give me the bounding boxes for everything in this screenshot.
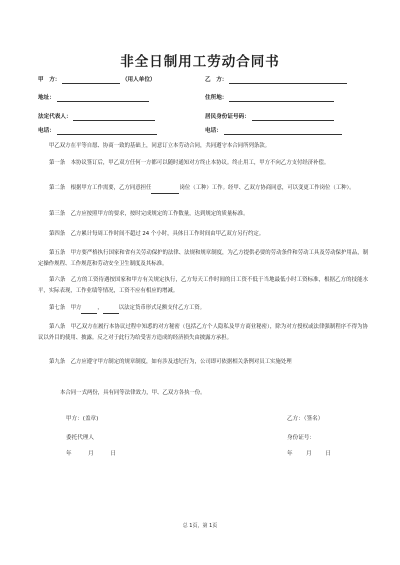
- article-7-blank-2[interactable]: [103, 307, 119, 314]
- legal-rep-blank[interactable]: [73, 114, 155, 121]
- article-7-pre: 第七条 甲方: [49, 305, 82, 311]
- party-a-phone-blank[interactable]: [57, 128, 157, 135]
- article-9: 第九条 乙方应遵守甲方制定的规章制度，如有涉及违纪行为，公司即可依据相关条例对员工实施处理: [49, 359, 292, 365]
- party-b-row: [205, 77, 347, 84]
- party-a-unit-note: （用人单位）: [121, 77, 156, 83]
- party-a-address-label: 地址：: [38, 95, 55, 101]
- article-3: 第三条 乙方应按照甲方的要求，按时完成规定的工作数量，达到规定的质量标准。: [49, 211, 249, 217]
- article-6: 第六条 乙方的工资待遇按国家和甲方有关规定执行，乙方每天工作时间的日工资不低于当地最低小时工资标准，根据乙方的技能水平，实际表现，工作业绩等情况，工资不应有相应的增减。: [38, 277, 368, 294]
- party-a-address-row: [38, 95, 149, 102]
- party-b-phone-blank[interactable]: [224, 128, 342, 135]
- legal-rep-label: 法定代表人：: [38, 114, 72, 120]
- party-b-day: 日: [325, 451, 331, 457]
- party-b-phone-label: 电话：: [205, 128, 222, 134]
- party-a-day: 日: [110, 451, 116, 457]
- closing-paragraph: 本合同一式两份，具有同等法律效力，甲、乙双方各执一份。: [60, 390, 206, 396]
- party-a-agent: 委托代理人: [66, 435, 94, 441]
- party-b-year: 年: [287, 451, 293, 457]
- article-2-post: 岗位（工种）工作。经甲、乙双方协商同意，可以变更工作岗位（工种）。: [179, 185, 355, 191]
- article-2-position-blank[interactable]: [151, 187, 179, 194]
- article-2: [38, 183, 368, 194]
- article-7-blank-1[interactable]: [81, 307, 97, 314]
- party-b-residence-label: 住所地：: [205, 95, 228, 101]
- party-b-residence-row: [205, 95, 334, 102]
- party-b-month: 月: [306, 451, 312, 457]
- article-7: [38, 303, 368, 314]
- party-a-address-blank[interactable]: [57, 95, 149, 102]
- article-5: 第五条 甲方要严格执行国家和省有关劳动保护的法律、法规和规章制度，为乙方提供必要的劳动条件和劳动工具及劳动保护用品，制定操作规程、工作规范和劳动安全卫生制度及其标准。: [38, 250, 368, 267]
- id-number-blank[interactable]: [252, 114, 334, 121]
- article-2-pre: 第二条 根据甲方工作需要，乙方同意担任: [49, 185, 152, 191]
- article-7-mid: ，: [97, 305, 103, 311]
- id-number-label: 居民身份证号码：: [205, 114, 250, 120]
- party-a-month: 月: [88, 451, 94, 457]
- party-b-id: 身份证号：: [287, 435, 315, 441]
- id-number-row: [205, 114, 334, 121]
- article-4: 第四条 乙方累计每周工作时间不超过 24 个小时，具体日工作时间由甲乙双方另行约定。: [49, 231, 265, 237]
- party-b-label: 乙 方：: [205, 77, 228, 83]
- party-a-blank[interactable]: [62, 77, 120, 84]
- party-b-blank[interactable]: [229, 77, 347, 84]
- intro-paragraph: 甲乙双方在平等自愿、协商一致的基础上，同意订立本劳动合同，共同遵守本合同所列条款。: [49, 143, 271, 149]
- article-1: 第一条 本协议签订后，甲乙双方任何一方都可以随时通知对方终止本协议。终止用工，甲方不向乙方支付经济补偿。: [49, 160, 330, 166]
- party-a-row: [38, 77, 156, 84]
- party-a-date: [66, 449, 116, 457]
- party-a-seal: 甲方：(盖章): [66, 416, 99, 422]
- party-b-date: [287, 449, 331, 457]
- party-b-signature: 乙方：（签名）: [287, 416, 324, 422]
- party-a-label: 甲 方：: [38, 77, 61, 83]
- party-b-residence-blank[interactable]: [229, 95, 334, 102]
- party-a-phone-label: 电话：: [38, 128, 55, 134]
- article-8: 第八条 甲乙双方在履行本协议过程中知悉的对方秘密（包括乙方个人隐私及甲方商业秘密），除为对方授权或法律强制程序不得为协议以外目的使用、披露。反之对于此行为给受害方造成的经济损失由披露方承担。: [38, 324, 368, 341]
- party-a-year: 年: [66, 451, 72, 457]
- party-a-phone-row: [38, 128, 157, 135]
- party-b-phone-row: [205, 128, 342, 135]
- article-7-post: 以法定货币形式足额支付乙方工资。: [118, 305, 206, 311]
- legal-rep-row: [38, 114, 155, 121]
- page-title: 非全日制用工劳动合同书: [120, 54, 280, 70]
- page-footer: 总 1页，第 1页: [182, 523, 218, 529]
